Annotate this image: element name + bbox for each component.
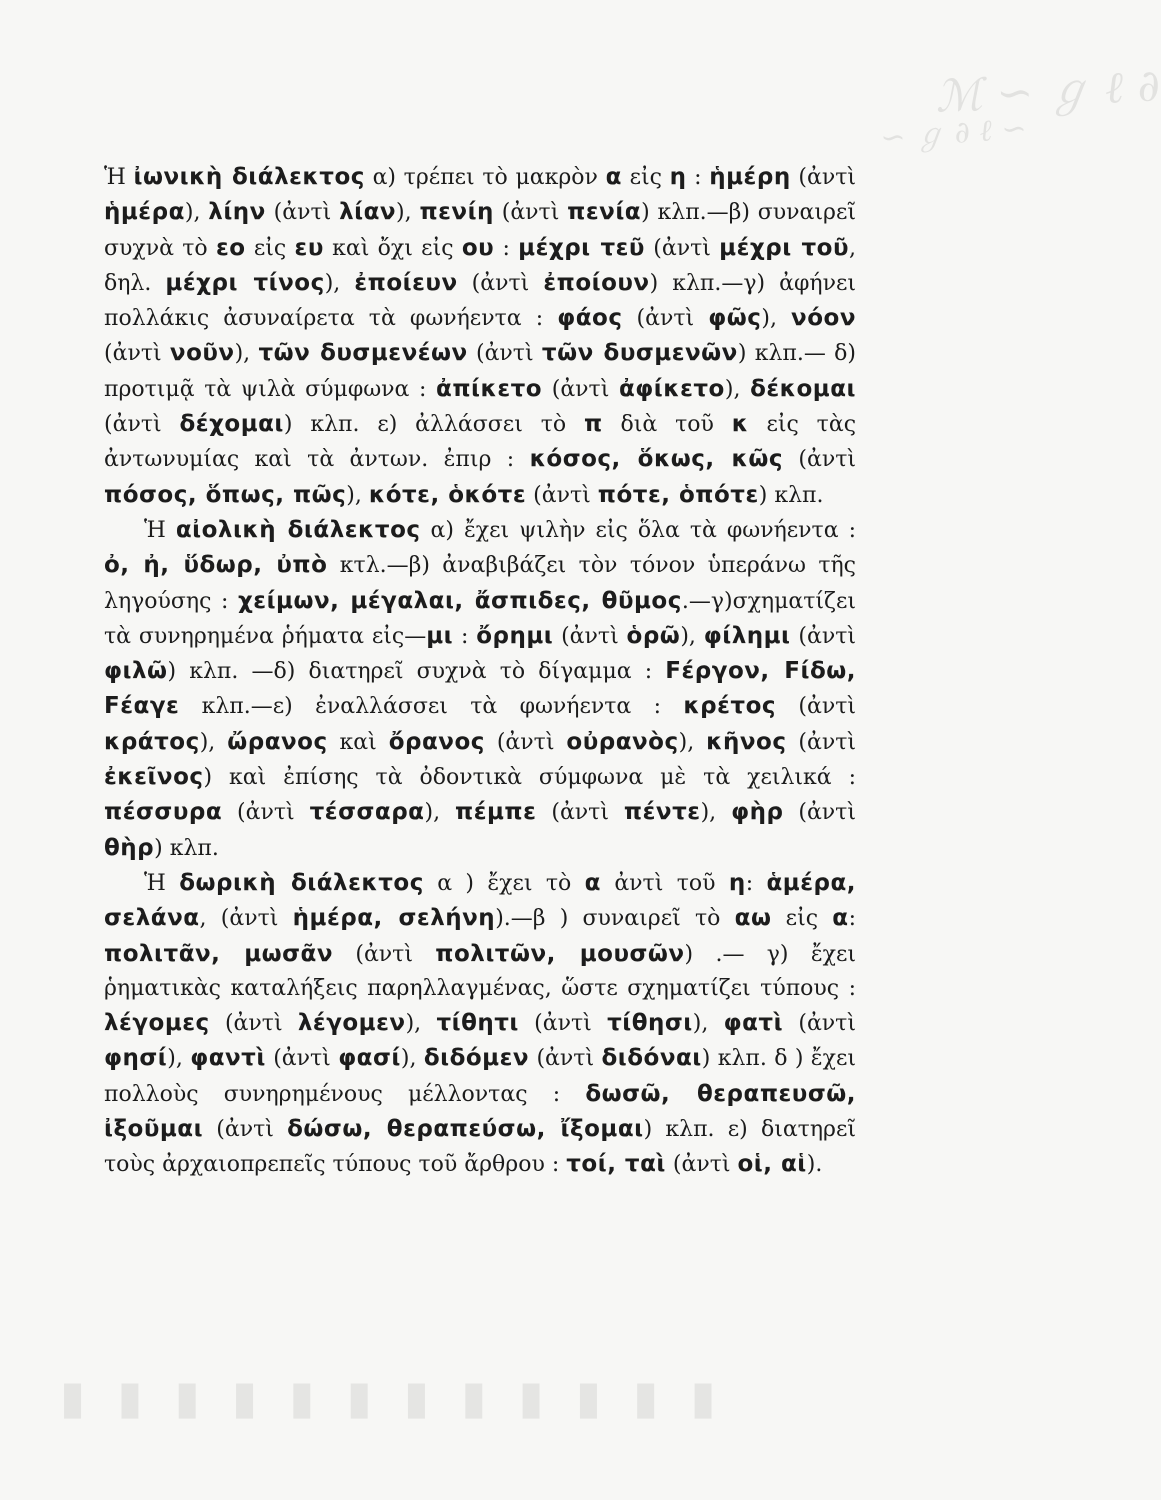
bold-term: κ — [731, 411, 749, 438]
text-run: εἰς τὰς ἀντωνυμίας καὶ τὰ ἀντων. ἐπιρ : — [104, 412, 857, 473]
bold-term: ὄρημι — [476, 622, 554, 649]
text-run: ), — [678, 729, 707, 755]
text-run: (ἀντὶ — [783, 1011, 856, 1037]
bold-term: φίλημι — [703, 622, 791, 649]
text-run: (ἀντὶ — [644, 235, 720, 261]
text-run: ) κλπ. δ ) ἔχει πολλοὺς συνηρημένους μέλλοντας : — [104, 1046, 856, 1107]
bold-term: ἀπίκετο — [436, 375, 543, 402]
bold-term: η — [669, 164, 687, 190]
bold-term: μι — [426, 622, 454, 649]
text-run: (ἀντὶ — [542, 376, 619, 402]
text-run: ), — [396, 200, 420, 226]
bold-term: μέχρι τοῦ — [719, 234, 849, 261]
bold-term: λέγομες — [104, 1010, 210, 1037]
text-run: (ἀντὶ — [783, 447, 856, 473]
text-run: (ἀντὶ — [553, 623, 627, 649]
bold-term: ἡμέρα — [104, 199, 185, 226]
text-run: κλπ.—ε) ἐναλλάσσει τὰ φωνήεντα : — [179, 694, 684, 720]
text-run: ), — [724, 376, 751, 402]
bold-term: κότε, ὁκότε — [368, 481, 527, 508]
bold-term: τῶν δυσμενῶν — [541, 340, 738, 367]
bold-term: πενία — [567, 199, 642, 226]
text-run: (ἀντὶ — [665, 1152, 738, 1178]
bold-term: ἁμέρα, σελάνα — [104, 869, 857, 932]
bold-term: α — [605, 164, 622, 190]
text-run: (ἀντὶ — [333, 941, 436, 967]
text-run: (ἀντὶ — [265, 200, 340, 226]
text-run: (ἀντὶ — [467, 341, 542, 367]
text-run: ), — [700, 800, 732, 826]
text-run: ), — [405, 1011, 437, 1037]
bold-term: φῶς — [708, 305, 762, 332]
bold-term: μέχρι τεῦ — [518, 234, 645, 261]
bold-term: φησί — [104, 1045, 168, 1072]
text-run: διὰ τοῦ — [602, 412, 732, 438]
bold-term: μέχρι τίνος — [165, 269, 325, 296]
bold-term: ἡμέρη — [709, 164, 791, 190]
bold-term: τῶν δυσμενέων — [258, 340, 468, 367]
text-run: (ἀντὶ — [265, 1046, 339, 1072]
text-run: ) κλπ. — [758, 482, 824, 508]
bold-term: πολιτᾶν, μωσᾶν — [104, 940, 334, 967]
text-run: ) κλπ.—γ) ἀφήνει πολλάκις ἀσυναίρετα τὰ φωνήεντα : — [104, 270, 856, 332]
show-through-handwriting: ℳ ∽ ℊ ℓ ∂ — [934, 60, 1161, 123]
bold-term: τοί, ταὶ — [566, 1151, 666, 1178]
text-run: εἰς — [771, 906, 833, 932]
bold-term: ου — [461, 234, 495, 261]
bold-term: η — [728, 869, 746, 896]
text-run: ), — [680, 623, 704, 649]
bold-term: τέσσαρα — [309, 799, 425, 826]
bold-term: διδόναι — [601, 1045, 702, 1072]
bold-term: τίθησι — [607, 1010, 693, 1037]
text-run: (ἀντὶ — [203, 1117, 288, 1143]
text-run: ), — [400, 1046, 424, 1072]
bold-term: νοῦν — [169, 340, 235, 367]
text-run: ), — [761, 306, 792, 332]
bold-term: κόσος, ὅκως, κῶς — [529, 446, 784, 473]
bold-term: πότε, ὁπότε — [597, 481, 759, 508]
bold-term: φασί — [338, 1045, 401, 1072]
paragraph-aeolic-dialect — [104, 513, 856, 866]
show-through-handwriting-2: ∽ ℊ ∂ ℓ ∽ — [879, 110, 1028, 157]
text-run: Ἡ — [144, 870, 180, 896]
text-run: ), — [184, 200, 209, 226]
bold-term: ἐκεῖνος — [104, 764, 204, 791]
bold-term: α — [584, 869, 601, 896]
text-run: α) ἔχει ψιλὴν εἰς ὅλα τὰ φωνήεντα : — [420, 517, 856, 543]
text-run: ), — [324, 270, 355, 296]
text-run: ) καὶ ἐπίσης τὰ ὀδοντικὰ σύμφωνα μὲ τὰ χειλικά : — [203, 765, 856, 791]
text-run: καὶ — [327, 729, 389, 755]
text-run: ), — [692, 1011, 724, 1037]
bold-term: α — [832, 905, 849, 932]
bold-term: ἡμέρα, σελήνη — [292, 905, 496, 932]
bold-term: κρέτος — [683, 693, 777, 720]
bold-term: αω — [734, 905, 772, 932]
text-run: καὶ ὄχι εἰς — [323, 235, 462, 261]
bold-term: ὁρῶ — [626, 622, 681, 649]
text-run: (ἀντὶ — [518, 1011, 608, 1037]
text-run: .—γ)σχηματίζει τὰ συνηρημένα ῥήματα εἰς— — [104, 588, 856, 649]
text-run: (ἀντὶ — [493, 200, 568, 226]
text-run: (ἀντὶ — [790, 165, 856, 190]
bold-term: πενίη — [419, 199, 494, 226]
bold-term: ὤρανος — [227, 728, 328, 755]
bold-term: δωσῶ, θεραπευσῶ, ἰξοῦμαι — [104, 1080, 856, 1143]
bold-term: ὀ, ἠ, ὕδωρ, ὐπὸ — [104, 552, 328, 579]
text-run: (ἀντὶ — [222, 800, 310, 826]
text-run: (ἀντὶ — [104, 412, 180, 438]
bold-term: αἰολικὴ διάλεκτος — [175, 516, 421, 543]
bold-term: λίην — [208, 199, 266, 226]
bold-term: θὴρ — [104, 834, 155, 861]
bold-term: Fέργον, Fίδω, Fέαγε — [104, 658, 856, 720]
bold-term: νόον — [791, 305, 856, 332]
text-run: , δηλ. — [104, 235, 856, 296]
bold-term: ἀφίκετο — [618, 375, 725, 402]
bold-term: οἱ, αἱ — [737, 1151, 807, 1178]
bold-term: πόσος, ὅπως, πῶς — [104, 481, 347, 508]
text-run: α) τρέπει τὸ μακρὸν — [364, 165, 606, 190]
text-run: εἰς — [245, 235, 295, 261]
text-run: α ) ἔχει τὸ — [423, 870, 585, 896]
bold-term: τίθητι — [436, 1010, 519, 1037]
bold-term: διδόμεν — [423, 1045, 530, 1072]
text-run: : — [453, 623, 477, 649]
text-run: Ἡ — [104, 165, 134, 190]
bold-term: λέγομεν — [297, 1010, 406, 1037]
text-run: (ἀντὶ — [104, 341, 170, 367]
text-run: (ἀντὶ — [526, 482, 598, 508]
bold-term: πέσσυρα — [104, 799, 223, 826]
text-run: (ἀντὶ — [484, 729, 567, 755]
bold-term: λίαν — [339, 199, 397, 226]
bold-term: ἰωνικὴ διάλεκτος — [133, 164, 365, 190]
bold-term: κράτος — [104, 728, 200, 755]
text-run: Ἡ — [144, 517, 176, 543]
bold-term: ἐποίουν — [543, 269, 650, 296]
text-run: (ἀντὶ — [786, 729, 857, 755]
text-run: εἰς — [621, 165, 670, 190]
text-run: ἀντὶ τοῦ — [600, 870, 729, 896]
bold-term: ὄρανος — [388, 728, 485, 755]
bold-term: φάος — [557, 305, 623, 332]
bold-term: κῆνος — [706, 728, 787, 755]
bold-term: ευ — [294, 234, 324, 261]
text-run: ). — [806, 1152, 823, 1178]
bold-term: φαντὶ — [190, 1045, 266, 1072]
text-run: , (ἀντὶ — [199, 906, 293, 932]
text-run: ), — [424, 800, 455, 826]
bold-term: δέκομαι — [750, 375, 856, 402]
bold-term: π — [583, 411, 603, 438]
text-run: ) κλπ. ε) ἀλλάσσει τὸ — [283, 412, 584, 438]
bold-term: φὴρ — [731, 799, 784, 826]
text-run: ) κλπ. —δ) διατηρεῖ συχνὰ τὸ δίγαμμα : — [167, 659, 666, 685]
text-run: : — [494, 235, 519, 261]
bold-term: οὐρανὸς — [566, 728, 679, 755]
text-run: ) κλπ.—β) συναιρεῖ συχνὰ τὸ — [104, 200, 856, 261]
document-page — [104, 160, 856, 1183]
bold-term: χείμων, μέγαλαι, ἄσπιδες, θῦμος — [237, 587, 682, 614]
text-run: : — [686, 165, 710, 190]
text-run: ) κλπ. ε) διατηρεῖ τοὺς ἀρχαιοπρεπεῖς τύπους τοῦ ἄρθρου : — [104, 1117, 856, 1178]
bold-term: πέντε — [623, 799, 701, 826]
text-run: κτλ.—β) ἀναβιβάζει τὸν τόνον ὑπεράνω τῆς ληγούσης : — [104, 553, 856, 614]
text-run: (ἀντὶ — [536, 800, 624, 826]
text-run: (ἀντὶ — [776, 694, 856, 720]
paragraph-ionic-dialect — [104, 160, 856, 513]
bold-term: πέμπε — [455, 799, 537, 826]
text-run: ), — [346, 482, 369, 508]
text-run: (ἀντὶ — [529, 1046, 602, 1072]
bold-term: φατὶ — [723, 1010, 784, 1037]
text-run: (ἀντὶ — [622, 306, 709, 332]
bold-term: δωρικὴ διάλεκτος — [179, 869, 424, 896]
bold-term: φιλῶ — [104, 658, 168, 685]
bold-term: ἐποίευν — [354, 269, 458, 296]
text-run: ).—β ) συναιρεῖ τὸ — [495, 906, 735, 932]
text-run: ), — [234, 341, 259, 367]
text-run: (ἀντὶ — [457, 270, 544, 296]
paragraph-doric-dialect — [104, 866, 856, 1183]
text-run: : — [745, 870, 767, 896]
text-run: (ἀντὶ — [790, 623, 856, 649]
text-run: ), — [199, 729, 228, 755]
bold-term: εο — [215, 234, 246, 261]
text-run: ) κλπ.— δ) προτιμᾷ τὰ ψιλὰ σύμφωνα : — [104, 341, 856, 402]
text-run: : — [848, 906, 856, 932]
bold-term: πολιτῶν, μουσῶν — [435, 940, 685, 967]
text-run: ), — [167, 1046, 191, 1072]
bold-term: δώσω, θεραπεύσω, ἴξομαι — [287, 1116, 644, 1143]
text-run: ) .— γ) ἔχει ῥηματικὰς καταλήξεις παρηλλαγμένας, ὥστε σχηματίζει τύπους : — [104, 941, 856, 1001]
bold-term: δέχομαι — [179, 411, 284, 438]
text-run: (ἀντὶ — [783, 800, 856, 826]
text-run: (ἀντὶ — [209, 1011, 298, 1037]
show-through-print-band: ▮▮▮▮▮▮▮▮▮▮▮▮ — [60, 1370, 748, 1424]
text-run: ) κλπ. — [154, 835, 219, 861]
